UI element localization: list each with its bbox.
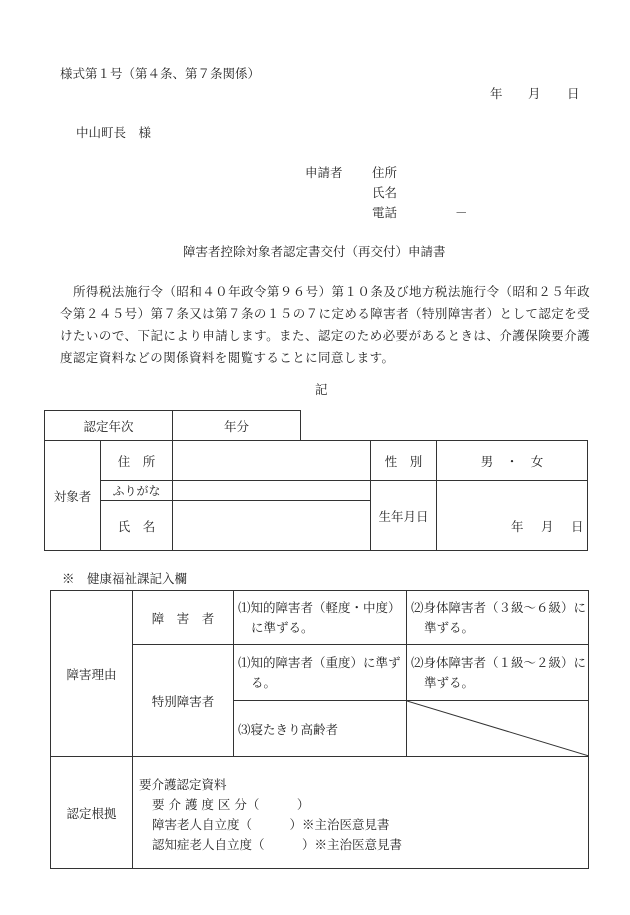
body-paragraph: 所得税法施行令（昭和４０年政令第９６号）第１０条及び地方税法施行令（昭和２５年政令第２４５号）第７条又は第７条の１５の７に定める障害者（特別障害者）として認定を受けたいので、下記により申請します。また、認定のため必要があるときは、介護保険要介護度認定資料などの関係資料を閲覧することに同意します。 (60, 284, 590, 365)
option-intellectual-severe[interactable] (234, 645, 407, 701)
office-note: ※ 健康福祉課記入欄 (62, 571, 188, 586)
option-intellectual-severe-line1: ⑴知的障害者（重度）に準ず (238, 654, 401, 670)
option-physical-1-2-line2: 準ずる。 (424, 674, 475, 690)
special-label: 特別障害者 (133, 645, 234, 757)
date-year: 年 (490, 86, 503, 101)
care-level[interactable]: 要 介 護 度 区 分（ ） (152, 797, 310, 812)
subject-sex-label: 性 別 (371, 441, 437, 481)
subject-address-field[interactable] (173, 441, 371, 481)
subject-row-label: 対象者 (45, 441, 101, 551)
birth-month: 月 (541, 519, 554, 534)
empty-diagonal-cell (407, 701, 589, 757)
certification-year-table (44, 410, 301, 441)
disabled-label: 障 害 者 (133, 591, 234, 645)
basis-label: 認定根拠 (51, 757, 133, 869)
applicant-label: 申請者 (305, 165, 343, 180)
ki-mark: 記 (315, 382, 328, 397)
option-physical-3-6-line2: 準ずる。 (424, 619, 475, 635)
subject-furigana-label: ふりがな (101, 481, 173, 501)
addressee: 中山町長 様 (76, 125, 152, 140)
basis-content (133, 757, 589, 869)
date-month: 月 (528, 86, 541, 101)
applicant-phone-label: 電話 (372, 205, 398, 220)
birth-year: 年 (511, 519, 524, 534)
subject-name-label: 氏 名 (101, 501, 173, 551)
care-title: 要介護認定資料 (139, 777, 227, 792)
date-day: 日 (567, 86, 580, 101)
dementia-elder-independence[interactable]: 認知症老人自立度（ ）※主治医意見書 (152, 837, 403, 852)
certification-year-unit[interactable]: 年分 (173, 411, 301, 441)
office-table (50, 590, 589, 869)
option-intellectual-severe-line2: る。 (251, 674, 277, 690)
option-intellectual-mild[interactable] (234, 591, 407, 645)
reason-label: 障害理由 (51, 591, 133, 757)
option-physical-1-2-line1: ⑵身体障害者（１級～２級）に (411, 654, 587, 670)
subject-sex-options[interactable]: 男 ・ 女 (437, 441, 588, 481)
applicant-address-label: 住所 (372, 165, 398, 180)
subject-birth-field[interactable] (437, 481, 588, 551)
disabled-elder-independence[interactable]: 障害老人自立度（ ）※主治医意見書 (152, 817, 390, 832)
subject-furigana-field[interactable] (173, 481, 371, 501)
document-title: 障害者控除対象者認定書交付（再交付）申請書 (183, 244, 446, 259)
option-bedridden-elderly[interactable]: ⑶寝たきり高齢者 (234, 701, 407, 757)
form-number: 様式第１号（第４条、第７条関係） (60, 66, 261, 81)
birth-day: 日 (571, 519, 584, 534)
certification-year-label: 認定年次 (45, 411, 173, 441)
option-physical-3-6[interactable] (407, 591, 589, 645)
option-intellectual-mild-line2: に準ずる。 (251, 619, 314, 635)
subject-address-label: 住 所 (101, 441, 173, 481)
diagonal-line (407, 701, 589, 756)
applicant-phone-separator: － (455, 205, 468, 220)
option-physical-1-2[interactable] (407, 645, 589, 701)
option-intellectual-mild-line1: ⑴知的障害者（軽度・中度） (238, 599, 401, 615)
subject-table (44, 440, 588, 551)
subject-birth-label: 生年月日 (371, 481, 437, 551)
subject-name-field[interactable] (173, 501, 371, 551)
applicant-name-label: 氏名 (372, 185, 398, 200)
option-physical-3-6-line1: ⑵身体障害者（３級～６級）に (411, 599, 587, 615)
